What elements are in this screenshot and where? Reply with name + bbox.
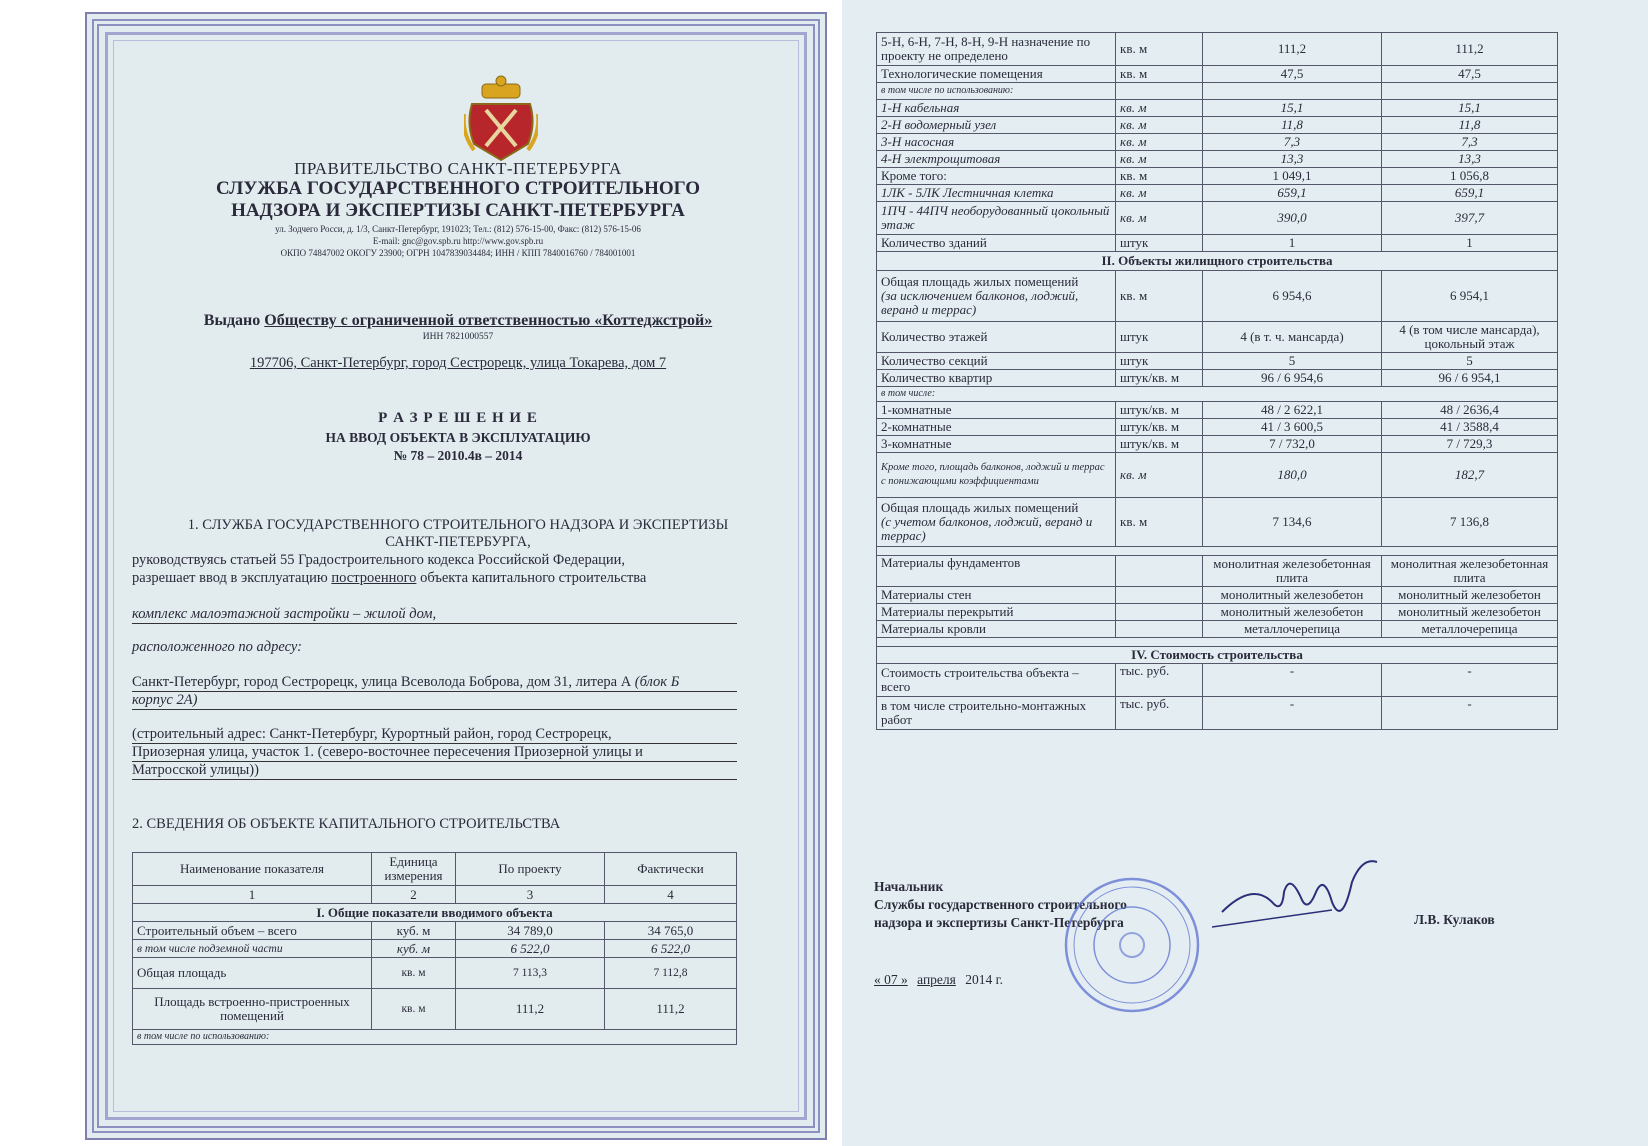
cell-text: Общая площадь жилых помещений [881, 500, 1079, 515]
spacer-row [877, 638, 1558, 647]
service-email: E-mail: gnc@gov.spb.ru http://www.gov.spb.ru [372, 236, 544, 246]
table-row [877, 387, 1558, 402]
cell: в том числе по использованию: [133, 1030, 737, 1045]
cell: 13,3 [1203, 151, 1382, 168]
cell: Количество зданий [877, 235, 1116, 252]
cell: 7 112,8 [605, 958, 737, 989]
cell: 2-комнатные [877, 419, 1116, 436]
col-header-name: Наименование показателя [133, 853, 372, 886]
cell: Материалы перекрытий [877, 604, 1116, 621]
cell: Стоимость строительства объекта – всего [877, 664, 1116, 697]
cell-text: Количество этажей [881, 329, 988, 344]
table-row [877, 664, 1558, 697]
cell: 1 049,1 [1203, 168, 1382, 185]
government-line: ПРАВИТЕЛЬСТВО САНКТ-ПЕТЕРБУРГА [294, 159, 622, 178]
cell: штук [1116, 353, 1203, 370]
signing-date [874, 972, 1003, 988]
cell: штук/кв. м [1116, 436, 1203, 453]
cell: в том числе подземной части [133, 940, 372, 958]
table-body-materials [877, 556, 1558, 638]
table-row [133, 886, 737, 904]
cell: кв. м [1116, 498, 1203, 547]
cell: 659,1 [1382, 185, 1558, 202]
cell: - [1203, 697, 1382, 730]
organization-name: Обществу с ограниченной ответственностью «Коттеджстрой» [264, 312, 713, 329]
cell: 4-Н электрощитовая [877, 151, 1116, 168]
cell: 1 [1382, 235, 1558, 252]
table-row [877, 322, 1558, 353]
col-header-actual: Фактически [605, 853, 737, 886]
cell: 1 056,8 [1382, 168, 1558, 185]
cell: 7,3 [1203, 134, 1382, 151]
table-body-apartments [877, 402, 1558, 453]
cell: штук [1116, 235, 1203, 252]
cell: Площадь встроенно-пристроенных помещений [133, 989, 372, 1030]
cell-text-italic: (с учетом балконов, лоджий, веранд и террас) [881, 514, 1093, 543]
cell: 15,1 [1203, 100, 1382, 117]
build-address-line-3: Матросской улицы)) [132, 762, 737, 780]
cell [1116, 604, 1203, 621]
table-row [877, 271, 1558, 322]
table-row [877, 66, 1558, 83]
permit-page-front [85, 12, 827, 1140]
table-row [133, 922, 737, 940]
date-year: 2014 г. [965, 972, 1003, 987]
located-label: расположенного по адресу: [132, 639, 302, 655]
table-row [133, 1030, 737, 1045]
cell: Технологические помещения [877, 66, 1116, 83]
cell: 6 954,1 [1382, 271, 1558, 322]
table-body-cost [877, 664, 1558, 730]
cell: кв. м [1116, 453, 1203, 498]
table-row [877, 353, 1558, 370]
cell: металлочерепица [1382, 621, 1558, 638]
cell: тыс. руб. [1116, 664, 1203, 697]
date-month: апреля [917, 972, 956, 987]
section-title: I. Общие показатели вводимого объекта [133, 904, 737, 922]
table-row [877, 604, 1558, 621]
cell: Материалы кровли [877, 621, 1116, 638]
table-row [133, 940, 737, 958]
cell: 111,2 [456, 989, 605, 1030]
cell: 48 / 2 622,1 [1203, 402, 1382, 419]
issued-prefix: Выдано [203, 312, 261, 329]
section-title: IV. Стоимость строительства [877, 647, 1558, 664]
cell-text: Количество секций [881, 353, 988, 368]
cell: 182,7 [1382, 453, 1558, 498]
table-row [877, 151, 1558, 168]
cell: штук [1116, 322, 1203, 353]
build-address-line-1: (строительный адрес: Санкт-Петербург, Курортный район, город Сестрорецк, [132, 726, 737, 744]
cell: 6 954,6 [1203, 271, 1382, 322]
table-header [133, 853, 737, 886]
permit-title: Р А З Р Е Ш Е Н И Е [378, 410, 538, 426]
cell [877, 353, 1116, 370]
cell: кв. м [1116, 117, 1203, 134]
cell: 96 / 6 954,1 [1382, 370, 1558, 387]
cell [1382, 83, 1558, 100]
cell: штук/кв. м [1116, 370, 1203, 387]
cell: Кроме того: [877, 168, 1116, 185]
cell: - [1382, 697, 1558, 730]
cell: тыс. руб. [1116, 697, 1203, 730]
cell: 48 / 2636,4 [1382, 402, 1558, 419]
cell: кв. м [1116, 33, 1203, 66]
cell: металлочерепица [1203, 621, 1382, 638]
section-title: II. Объекты жилищного строительства [877, 252, 1558, 271]
cell: 13,3 [1382, 151, 1558, 168]
cell: Общая площадь [133, 958, 372, 989]
cell: 15,1 [1382, 100, 1558, 117]
service-address: ул. Зодчего Росси, д. 1/3, Санкт-Петербург, 191023; Тел.: (812) 576-15-00, Факс: (812) 576-15-06 [275, 224, 641, 234]
cell [877, 370, 1116, 387]
cell-text: Общая площадь жилых помещений [881, 274, 1079, 289]
cell: 4 (в т. ч. мансарда) [1203, 322, 1382, 353]
cell: 111,2 [1203, 33, 1382, 66]
cell: 41 / 3 600,5 [1203, 419, 1382, 436]
text-part: объекта капитального строительства [420, 570, 647, 586]
object-details-table [876, 32, 1558, 730]
col-number: 1 [133, 886, 372, 904]
cell: 5 [1203, 353, 1382, 370]
build-address-line-2: Приозерная улица, участок 1. (северо-восточнее пересечения Приозерной улицы и [132, 744, 737, 762]
cell: 397,7 [1382, 202, 1558, 235]
cell [877, 322, 1116, 353]
cell: кв. м [1116, 66, 1203, 83]
object-name [132, 606, 737, 624]
table-row [877, 33, 1558, 66]
cell: монолитная железобетонная плита [1382, 556, 1558, 587]
table-row [133, 989, 737, 1030]
table-row [877, 498, 1558, 547]
col-header-project: По проекту [456, 853, 605, 886]
object-address-line-1 [132, 674, 737, 692]
cell: 1ЛК - 5ЛК Лестничная клетка [877, 185, 1116, 202]
organization-address: 197706, Санкт-Петербург, город Сестрорецк, улица Токарева, дом 7 [249, 355, 667, 371]
cell: 41 / 3588,4 [1382, 419, 1558, 436]
table-row [877, 436, 1558, 453]
cell: 1 [1203, 235, 1382, 252]
cell [1116, 587, 1203, 604]
cell: 7 / 732,0 [1203, 436, 1382, 453]
cell: 4 (в том числе мансарда), цокольный этаж [1382, 322, 1558, 353]
cell: 1ПЧ - 44ПЧ необорудованный цокольный этаж [877, 202, 1116, 235]
cell: кв. м [1116, 100, 1203, 117]
cell: штук/кв. м [1116, 402, 1203, 419]
signatory-title-2: Службы государственного строительного [874, 897, 1127, 912]
signature-icon [1212, 852, 1392, 932]
table-row [877, 419, 1558, 436]
permit-number: № 78 – 2010.4в – 2014 [393, 448, 523, 463]
cell: Строительный объем – всего [133, 922, 372, 940]
cell: 47,5 [1382, 66, 1558, 83]
section-1-line-2: САНКТ-ПЕТЕРБУРГА, [385, 534, 531, 550]
cell: 3-Н насосная [877, 134, 1116, 151]
cell: кв. м [372, 989, 456, 1030]
table-row [133, 958, 737, 989]
object-address-line-2: корпус 2А) [132, 692, 737, 710]
section-1-line-3: руководствуясь статьей 55 Градостроительного кодекса Российской Федерации, [132, 552, 626, 568]
cell: кв. м [372, 958, 456, 989]
cell: кв. м [1116, 202, 1203, 235]
cell: кв. м [1116, 185, 1203, 202]
signatory-name: Л.В. Кулаков [1414, 912, 1495, 927]
cell: 180,0 [1203, 453, 1382, 498]
col-number: 4 [605, 886, 737, 904]
cell: 7 136,8 [1382, 498, 1558, 547]
cell [1116, 556, 1203, 587]
table-row [877, 587, 1558, 604]
object-info-table [132, 852, 737, 1045]
table-body-general [877, 33, 1558, 252]
text-part: разрешает ввод в эксплуатацию [132, 570, 328, 586]
cell: 6 522,0 [605, 940, 737, 958]
cell: монолитный железобетон [1382, 587, 1558, 604]
permit-subtitle: НА ВВОД ОБЪЕКТА В ЭКСПЛУАТАЦИЮ [325, 430, 591, 445]
col-header-unit: Единица измерения [372, 853, 456, 886]
cell: 1-комнатные [877, 402, 1116, 419]
cell: кв. м [1116, 271, 1203, 322]
cell: 111,2 [605, 989, 737, 1030]
cell: 7 134,6 [1203, 498, 1382, 547]
cell: 5 [1382, 353, 1558, 370]
cell: Материалы фундаментов [877, 556, 1116, 587]
section-1-line-4 [132, 570, 784, 587]
cell: 6 522,0 [456, 940, 605, 958]
cell: 1-Н кабельная [877, 100, 1116, 117]
table-section-row [877, 252, 1558, 271]
cell-text: Количество квартир [881, 370, 993, 385]
table-section-row [133, 904, 737, 922]
organization-inn: ИНН 7821000557 [422, 332, 494, 342]
table-row [877, 117, 1558, 134]
service-codes: ОКПО 74847002 ОКОГУ 23900; ОГРН 1047839034484; ИНН / КПП 7840016760 / 784001001 [280, 248, 636, 258]
cell: Кроме того, площадь балконов, лоджий и террас с понижающими коэффициентами [877, 453, 1116, 498]
cell: 34 789,0 [456, 922, 605, 940]
table-row [877, 370, 1558, 387]
cell: 96 / 6 954,6 [1203, 370, 1382, 387]
text-part-underlined: построенного [331, 570, 417, 586]
cell: куб. м [372, 940, 456, 958]
table-row [877, 453, 1558, 498]
signatory-title-3: надзора и экспертизы Санкт-Петербурга [874, 915, 1124, 930]
cell [1116, 621, 1203, 638]
cell: в том числе строительно-монтажных работ [877, 697, 1116, 730]
permit-page-back [842, 0, 1648, 1146]
coat-of-arms-icon [464, 74, 538, 162]
cell: 7 / 729,3 [1382, 436, 1558, 453]
cell [877, 498, 1116, 547]
table-row [877, 185, 1558, 202]
col-number: 2 [372, 886, 456, 904]
cell: 7 113,3 [456, 958, 605, 989]
table-row [877, 134, 1558, 151]
cell [1116, 83, 1203, 100]
cell: 390,0 [1203, 202, 1382, 235]
table-row [877, 402, 1558, 419]
table-row [877, 168, 1558, 185]
official-seal-icon [1062, 875, 1202, 1015]
cell: монолитный железобетон [1382, 604, 1558, 621]
col-number: 3 [456, 886, 605, 904]
front-content [132, 54, 784, 1104]
cell: 47,5 [1203, 66, 1382, 83]
signatory-title-1: Начальник [874, 879, 944, 894]
section-1-line-1: 1. СЛУЖБА ГОСУДАРСТВЕННОГО СТРОИТЕЛЬНОГО НАДЗОРА И ЭКСПЕРТИЗЫ [187, 517, 729, 533]
cell: кв. м [1116, 134, 1203, 151]
cell: 5-Н, 6-Н, 7-Н, 8-Н, 9-Н назначение по проекту не определено [877, 33, 1116, 66]
cell: кв. м [1116, 151, 1203, 168]
table-row [877, 235, 1558, 252]
object-address-block: (блок Б [634, 674, 680, 690]
cell: в том числе по использованию: [877, 83, 1116, 100]
table-row [877, 83, 1558, 100]
table-row [877, 621, 1558, 638]
table-section-row [877, 647, 1558, 664]
cell: штук/кв. м [1116, 419, 1203, 436]
table-row [877, 202, 1558, 235]
cell: 3-комнатные [877, 436, 1116, 453]
cell: куб. м [372, 922, 456, 940]
cell: 11,8 [1382, 117, 1558, 134]
service-name-2: НАДЗОРА И ЭКСПЕРТИЗЫ САНКТ-ПЕТЕРБУРГА [231, 200, 685, 221]
cell: 111,2 [1382, 33, 1558, 66]
cell [1203, 83, 1382, 100]
section-2-title: 2. СВЕДЕНИЯ ОБ ОБЪЕКТЕ КАПИТАЛЬНОГО СТРОИТЕЛЬСТВА [132, 816, 561, 832]
table-row [877, 556, 1558, 587]
cell: Материалы стен [877, 587, 1116, 604]
cell [877, 271, 1116, 322]
cell-text-italic: (за исключением балконов, лоджий, веранд и террас) [881, 288, 1079, 317]
cell: - [1203, 664, 1382, 697]
cell [877, 638, 1558, 647]
table-body-housing [877, 271, 1558, 387]
issued-to [132, 312, 784, 330]
cell: монолитный железобетон [1203, 587, 1382, 604]
cell: - [1382, 664, 1558, 697]
cell: 11,8 [1203, 117, 1382, 134]
cell: 2-Н водомерный узел [877, 117, 1116, 134]
date-day: « 07 » [874, 972, 908, 987]
cell: кв. м [1116, 168, 1203, 185]
object-address-text: Санкт-Петербург, город Сестрорецк, улица Всеволода Боброва, дом 31, литера А [132, 674, 632, 690]
cell: 34 765,0 [605, 922, 737, 940]
cell: монолитная железобетонная плита [1203, 556, 1382, 587]
table-row [877, 697, 1558, 730]
cell: 659,1 [1203, 185, 1382, 202]
cell: 7,3 [1382, 134, 1558, 151]
cell: монолитный железобетон [1203, 604, 1382, 621]
service-name-1: СЛУЖБА ГОСУДАРСТВЕННОГО СТРОИТЕЛЬНОГО [215, 178, 701, 199]
table-row [877, 100, 1558, 117]
object-name-text: комплекс малоэтажной застройки – жилой дом, [132, 606, 437, 622]
cell: в том числе: [877, 387, 1558, 402]
